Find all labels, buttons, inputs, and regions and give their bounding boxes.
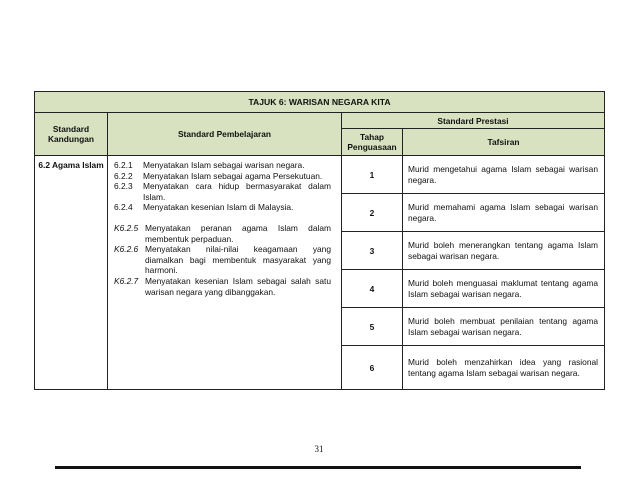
standard-pembelajaran-cell <box>108 156 342 390</box>
tahap-level-4: 4 <box>342 270 403 308</box>
tahap-level-6: 6 <box>342 346 403 390</box>
standard-kandungan-cell: 6.2 Agama Islam <box>35 156 108 390</box>
header-standard-kandungan: Standard Kandungan <box>35 113 108 156</box>
tafsiran-level-1: Murid mengetahui agama Islam sebagai warisan negara. <box>403 156 605 194</box>
tafsiran-level-2: Murid memahami agama Islam sebagai warisan negara. <box>403 194 605 232</box>
footer-rule <box>55 466 581 469</box>
tafsiran-level-3: Murid boleh menerangkan tentang agama Islam sebagai warisan negara. <box>403 232 605 270</box>
sp-item-k6-2-6: K6.2.6 Menyatakan nilai-nilai keagamaan yang diamalkan bagi membentuk masyarakat yang harmoni. <box>114 244 331 276</box>
page-number: 31 <box>314 444 324 454</box>
tafsiran-level-4: Murid boleh menguasai maklumat tentang agama Islam sebagai warisan negara. <box>403 270 605 308</box>
sp-item-6-2-1: 6.2.1 Menyatakan Islam sebagai warisan negara. <box>114 160 305 170</box>
header-tahap-penguasaan: Tahap Penguasaan <box>342 129 403 156</box>
sp-item-k6-2-5: K6.2.5 Menyatakan peranan agama Islam dalam membentuk perpaduan. <box>114 222 331 244</box>
standard-table <box>34 91 605 390</box>
header-standard-prestasi: Standard Prestasi <box>342 113 605 129</box>
header-standard-pembelajaran: Standard Pembelajaran <box>108 113 342 156</box>
sp-item-6-2-3: 6.2.3 Menyatakan cara hidup bermasyarakat dalam Islam. <box>114 181 331 202</box>
tahap-level-2: 2 <box>342 194 403 232</box>
sp-item-k6-2-7: K6.2.7 Menyatakan kesenian Islam sebagai salah satu warisan negara yang dibanggakan. <box>114 275 331 297</box>
tahap-level-3: 3 <box>342 232 403 270</box>
sp-item-6-2-4: 6.2.4 Menyatakan kesenian Islam di Malaysia. <box>114 202 294 213</box>
tahap-level-5: 5 <box>342 308 403 346</box>
table-title: TAJUK 6: WARISAN NEGARA KITA <box>35 92 605 113</box>
header-tafsiran: Tafsiran <box>403 129 605 156</box>
tafsiran-level-5: Murid boleh membuat penilaian tentang agama Islam sebagai warisan negara. <box>403 308 605 346</box>
sp-item-6-2-2: 6.2.2 Menyatakan Islam sebagai agama Persekutuan. <box>114 170 323 181</box>
tahap-level-1: 1 <box>342 156 403 194</box>
tafsiran-level-6: Murid boleh menzahirkan idea yang rasional tentang agama Islam sebagai warisan negara. <box>403 346 605 390</box>
